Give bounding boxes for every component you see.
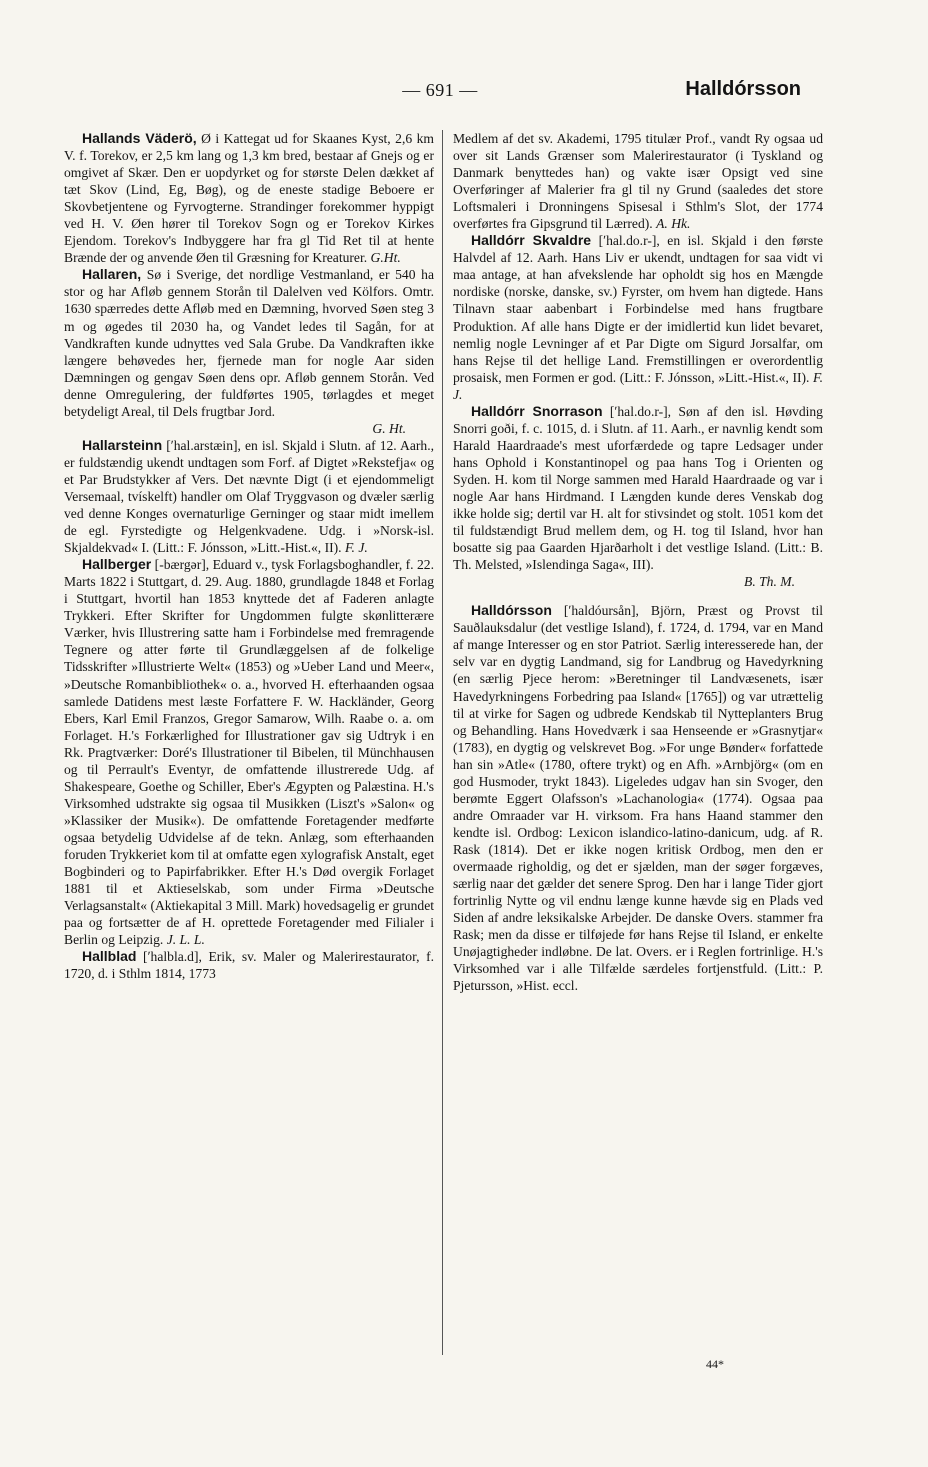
entry-halldorsson [453, 602, 823, 994]
author-signature: J. L. L. [166, 932, 205, 948]
entry-hallaren [64, 266, 434, 419]
entry-text: [ʹhaldóursån], Björn, Præst og Provst til Sauðlauksdalur (det vestlige Island), f. 1724, d. 1794, var en Mand af mange Interesser og en stor Patriot. Særlig interesserede han, der selv var en dygtig Landmand, sig for Landbrug og Havedyrkning (en særlig Pjece herom: »Beretninger til Landvæsenets, især Havedyrkningens Forbedring paa Island« [1765]) og var utrættelig til at virke for Sagen og udbrede Kendskab til Nytteplanters Brug og Behandling. Hans Hovedværk i saa Henseende er »Grasnytjar« (1783), en dygtig og velskrevet Bog. »For unge Bønder« forfattede han sin »Atle« (1780, oftere trykt) og en Afh. »Arnbjörg« (om en god Husmoder, trykt 1843). Ligeledes udgav han sin Svoger, den berømte Eggert Olafsson's »Lachanologia« (1774). Ogsaa paa andre Omraader var H. virksom. Fra hans Haand stammer den kendte isl. Ordbog: Lexicon islandico-latino-danicum, udg. af R. Rask (1814). Det er ikke nogen kritisk Ordbog, men den er overmaade righoldig, og det er sjælden, man der søger forgæves, særlig naar det gælder det senere Sprog. Den har i lange Tider gjort fortrinlig Nytte og vil endnu længe kunne hævde sig en Plads ved Siden af andre leksikalske Arbejder. De danske Overs. stammer fra Rask; men da disse er tilføjede før hans Rejse til Island, er enkelte Unøjagtigheder indløbne. De lat. Overs. er i Reglen fortrinlige. H.'s Virksomhed var i alle Tilfælde særdeles fortjenstfuld. (Litt.: P. Pjetursson, »Hist. eccl. [453, 603, 823, 994]
author-signature: G.Ht. [370, 250, 401, 266]
entry-text: Ø i Kattegat ud for Skaanes Kyst, 2,6 km V. f. Torekov, er 2,5 km lang og 1,3 km bred, bestaar af Gnejs og er omgivet af Skær. Den er uopdyrket og for største Delen dækket af tæt Skov (Lind, Eg, Bøg), og de eneste stadige Beboere er Skovbetjentene og Fyrvogterne. Strandinger forekommer hyppigt ved H. V. Øen hører til Torekov Sogn og er Torekov Kirkes Ejendom. Torekov's Indbyggere har fra gl Tid Ret til at hente Brænde der og anvende Øen til Græsning for Kreaturer. [64, 131, 435, 266]
left-column [64, 130, 434, 982]
headword: Hallberger [82, 556, 152, 573]
entry-text: [ʹhal.do.r-], Søn af den isl. Høvding Snorri goði, f. c. 1015, d. i Slutn. af 11. Aarh., er navnlig kendt som Harald Haardraade's mest uforfærdede og tapre Ledsager under hans Ophold i Konstantinopel og paa hans Tog i Orienten og Syden. H. kom til Norge sammen med Harald Haardraade og var i nogle Aar hans Hirdmand. I Længden kunde deres Venskab dog ikke holde sig; dertil var H. alt for stivsindet og stolt. 1051 kom det til fuldstændigt Brud mellem dem, og H. tog til Island, hvor han bosatte sig paa Gaarden Hjarðarholt i det vestlige Island. (Litt.: B. Th. Melsted, »Islendinga Saga«, III). [453, 403, 823, 573]
right-column [453, 130, 823, 994]
author-signature: F. J. [453, 369, 823, 402]
entry-hallblad [64, 948, 434, 982]
entry-text: Sø i Sverige, det nordlige Vestmanland, er 540 ha stor og har Afløb gennem Storån til Dalelven ved Kölfors. Omtr. 1630 spærredes dette Afløb med en Dæmning, hvorved Søen steg 3 m og øgedes til 2030 ha, og Vandet ledes til Sagån, for at Vandkraften kunde udnyttes ved Sala Grube. Da Vandkraften ikke længere behøvedes her, fjernede man for nogle Aar siden Dæmningen og gengav Søen dens opr. Afløb gennem Storån. Ved denne Omregulering, der fuldførtes 1905, tørlagdes et meget betydeligt Areal, til Dels frugtbar Jord. [64, 267, 434, 419]
entry-halldorr-skvaldre [453, 232, 823, 402]
author-signature: B. Th. M. [744, 574, 795, 590]
headword: Hallarsteinn [82, 436, 163, 453]
sheet-signature-mark: 44* [706, 1357, 724, 1371]
entry-text: [ʹhal.do.r-], en isl. Skjald i den første Halvdel af 12. Aarh. Hans Liv er ukendt, undtagen for saa vidt vi maa antage, at han afvekslende har opholdt sig hos en Mængde nordiske (norske, danske, sv.) Fyrster, om hvem han digtede. Hans Tilnavn staar aabenbart i Forbindelse med hans frugtbare Produktion. Af alle hans Digte er der imidlertid kun lidet bevaret, nemlig nogle Levninger af et Par Digte om Sigurd Jorsalfar, om hans Rejse til det hellige Land. Fremstillingen er overordentlig prosaisk, men Formen er god. (Litt.: F. Jónsson, »Litt.-Hist.«, II). [453, 233, 824, 385]
entry-text: [ʹhal.arstæin], en isl. Skjald i Slutn. af 12. Aarh., er fuldstændig ukendt undtagen som Forf. af Digtet »Rekstefja« og et Par Brudstykker af Vers. Det nævnte Digt (i et ejendommeligt Versemaal, tvískelft) handler om Olaf Tryggvason og dvæler særlig ved denne Konges overnaturlige Gerninger og staar midt imellem de egl. Fyrstedigte og Helgenkvadene. Udg. i »Norsk-isl. Skjaldekvad« I. (Litt.: F. Jónsson, »Litt.-Hist.«, II). [64, 437, 434, 556]
author-signature: G. Ht. [372, 420, 406, 436]
headword: Halldórr Snorrason [471, 402, 603, 419]
page-header [0, 72, 928, 112]
headword: Hallblad [82, 948, 137, 965]
page-number: — 691 — [402, 80, 478, 100]
entry-text: [-bærgər], Eduard v., tysk Forlagsboghandler, f. 22. Marts 1822 i Stuttgart, d. 29. Aug. 1880, grundlagde 1848 et Forlag i Stuttgart, hvortil han 1853 knyttede det af Faderen anlagte Trykkeri. Efter Skrifter for Ungdommen fulgte skønlitterære Værker, hvis Illustrering satte ham i Forbindelse med fremragende Tegnere og atter førte til Grundlæggelsen af de folkelige Tidsskrifter »Illustrierte Welt« (1853) og »Ueber Land und Meer«, »Deutsche Romanbibliothek« o. a., hvorved H. efterhaanden ogsaa samlede Datidens mest læste Forfattere F. W. Hackländer, Georg Ebers, Karl Emil Franzos, Gregor Samarow, Wilh. Raabe o. a. om Forlaget. H.'s Forkærlighed for Illustrationer gav sig Udtryk i en Rk. Pragtværker: Doré's Illustrationer til Bibelen, til Münchhausen og til Perrault's Eventyr, de omfattende illustrerede Udg. af Shakespeare, Goethe og Schiller, Eber's Ægypten og Palæstina. H.'s Virksomhed udstrakte sig ogsaa til Musikken (Liszt's »Salon« og »Klassiker der Musik«). De omfattende Foretagender medførte ogsaa betydelig Udvidelse af de tekn. Anlæg, som efterhaanden foruden Trykkeriet kom til at omfatte egen xylografisk Anstalt, eget Bogbinderi og to Papirfabrikker. Efter H.'s Død overgik Forlaget 1881 til et Aktieselskab, som under Firma »Deutsche Verlagsanstalt« (Aktiekapital 3 Mill. Mark) hovedsagelig er grundet paa og fortsætter de af H. oprettede Foretagender med Filialer i Berlin og Leipzig. [64, 557, 434, 948]
section-gap [453, 590, 823, 602]
headword: Hallaren, [82, 266, 142, 283]
column-divider [442, 130, 443, 1355]
author-signature: A. Hk. [656, 216, 691, 232]
author-signature: F. J. [344, 540, 368, 556]
entry-text: Medlem af det sv. Akademi, 1795 titulær Prof., vandt Ry ogsaa ud over sit Lands Grænser som Malerirestaurator (i Tyskland og Danmark benyttedes han) og vakte især Opsigt ved sine Overføringer af Malerier fra gl til ny Grund (saaledes det store Loftsmaleri i Dronningens Spisesal i Sthlm's Slot, der 1774 overførtes fra Gipsgrund til Lærred). [453, 131, 823, 232]
entry-hallands-vaderoe [64, 130, 434, 266]
headword: Hallands Väderö, [82, 130, 197, 146]
entry-hallblad-continued [453, 130, 823, 232]
headword: Halldórsson [471, 602, 552, 619]
entry-halldorr-snorrason [453, 403, 823, 573]
running-head: Halldórsson [685, 78, 801, 100]
headword: Halldórr Skvaldre [471, 232, 592, 249]
entry-hallberger [64, 556, 434, 948]
entry-hallarsteinn [64, 437, 434, 556]
entry-text: [ʹhalbla.d], Erik, sv. Maler og Malerirestaurator, f. 1720, d. i Sthlm 1814, 1773 [64, 949, 434, 982]
